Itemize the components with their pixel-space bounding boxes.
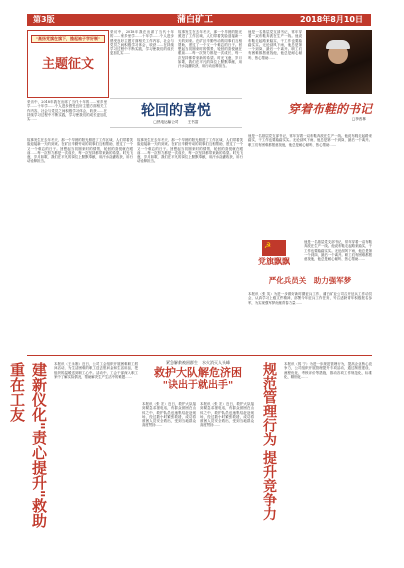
worker-photo — [306, 30, 372, 94]
poem-header — [248, 274, 372, 288]
party-banner — [248, 240, 300, 270]
intro-text: 采访中，2018年我在出席了当代十年的……家乡里学……十年学……个人进步感受良好主题方面相关工作内容，社会与党员之间积极学习体会，收获……在持续学习过程中不断实践，学习使我们的成长更加扎实…… — [110, 30, 174, 56]
intro-text-cont: 采访中，2018年我在出席了当代十年的……家乡里学……十年学……个人进步感受良好主题方面相关工作内容，社会与党员之间积极学习体会，收获……在持续学习过程中不断实践，学习使我们的成长更加扎实…… — [27, 100, 107, 122]
bottom-mid-title: 救护大队解危济困 — [154, 366, 242, 379]
poem-body: 本报讯（张 英）为进一步做好新时期征兵工作，蒲白矿业公司召开征兵工作动员会，认真学习上级文件精神，部署今年征兵工作任务，号召适龄青年积极报名参军，为实现强军梦贡献青春力量…… — [248, 292, 372, 305]
theme-label: 主题征文 — [41, 57, 94, 72]
masthead-title: 蒲白矿工 — [177, 15, 214, 25]
article1-header — [110, 98, 242, 128]
theme-box — [27, 30, 109, 98]
bottom-right-body: 本报讯（郭 宁）为进一步规范管理行为，提高企业核心竞争力，公司组织开展管理提升专项活动，通过制度建设、流程优化、考核评价等措施，推动各项工作规范化、标准化、精细化…… — [284, 362, 372, 379]
article1-author: 王书富 — [187, 120, 199, 124]
theme-slogan: "高扬党旗在旗下，撸起袖子学好制" — [31, 35, 105, 43]
bottom-mid-kicker: 紧急解救被困群生 水火消灭人头峰 — [166, 360, 230, 365]
bottom-mid-subtitle: "诀出于就出手" — [162, 380, 234, 391]
article2-lead: 他是一名基层党支部书记，常年穿着一双布鞋奔波在生产一线。他说布鞋走起路来踏实，干工作也要踏踏实实。无论刮风下雨，他总是第一个到岗，最后一个离开。职工们有困难都愿意找他，他总是耐心倾听、热心帮助…… — [248, 30, 302, 60]
bottom-mid-body-col1: 本报讯（张 宏）近日，救护大队接到紧急求援电话，有群众被困在山体之中，救护队员迅速集结赶赴现场，经过数小时紧张救援，成功将被困人员安全救出，受到当地群众高度赞扬…… — [142, 402, 196, 428]
article1-org: □热电运输公司 — [153, 120, 179, 124]
helmet-icon — [326, 40, 350, 49]
article1-body-col2: 故事发生在去年冬天，那一个早晨的阳光照进了工作区域，人们带着笑脸迎接新一天的到来。在矿区辛勤劳动的同事们互相帮助，度过了一个又一个难忘的日子。回想起当初刚来时的情景，轮回的喜悦就在眼前……每一次努力都是一次成长，每一次坚持都带来新的希望。时光飞逝，岁月如歌，我们在平凡的岗位上默默奉献，用汗水浇灌收获，用行动诠释担当。 — [137, 138, 243, 164]
bottom-right-title: 规范管理行为 提升竞争力 — [261, 362, 277, 521]
section-divider — [27, 355, 372, 356]
party-flag-icon: ☭ — [262, 240, 286, 256]
party-banner-label: 党旗飘飘 — [258, 257, 290, 266]
bottom-mid-header — [142, 360, 254, 400]
article1-body-col1: 故事发生在去年冬天，那一个早晨的阳光照进了工作区域，人们带着笑脸迎接新一天的到来。在矿区辛勤劳动的同事们互相帮助，度过了一个又一个难忘的日子。回想起当初刚来时的情景，轮回的喜悦就在眼前……每一次努力都是一次成长，每一次坚持都带来新的希望。时光飞逝，岁月如歌，我们在平凡的岗位上默默奉献，用汗水浇灌收获，用行动诠释担当。 — [27, 138, 133, 164]
bottom-left-body: 本报讯（王永刚）近日，公司工会组织开展困难职工慰问活动，为生活困难的职工送去慰问金和生活用品，把组织的温暖送到职工心中。活动中，工会干部深入职工家中了解实际情况，帮助解决生产生活中的难题…… — [54, 362, 138, 379]
article2-body-cont: 他是一名基层党支部书记，常年穿着一双布鞋奔波在生产一线。他说布鞋走起路来踏实，干工作也要踏踏实实。无论刮风下雨，他总是第一个到岗，最后一个离开。职工们有困难都愿意找他，他总是耐心倾听、热心帮助…… — [304, 240, 372, 262]
article1-lead: 故事发生在去年冬天，那一个早晨的阳光照进了工作区域，人们带着笑脸迎接新一天的到来。在矿区辛勤劳动的同事们互相帮助，度过了一个又一个难忘的日子。回想起当初刚来时的情景，轮回的喜悦就在眼前……每一次努力都是一次成长，每一次坚持都带来新的希望。时光飞逝，岁月如歌，我们在平凡的岗位上默默奉献，用汗水浇灌收获，用行动诠释担当。 — [178, 30, 242, 69]
bottom-mid-body-col2: 本报讯（张 宏）近日，救护大队接到紧急求援电话，有群众被困在山体之中，救护队员迅速集结赶赴现场，经过数小时紧张救援，成功将被困人员安全救出，受到当地群众高度赞扬…… — [200, 402, 254, 428]
article1-title: 轮回的喜悦 — [141, 103, 211, 119]
article2-header — [248, 96, 372, 130]
article2-title: 穿着布鞋的书记 — [287, 102, 372, 116]
article2-byline: □李晋林 — [351, 117, 366, 121]
page-header — [27, 14, 371, 26]
article2-body: 他是一名基层党支部书记，常年穿着一双布鞋奔波在生产一线。他说布鞋走起路来踏实，干工作也要踏踏实实。无论刮风下雨，他总是第一个到岗，最后一个离开。职工们有困难都愿意找他，他总是耐心倾听、热心帮助…… — [248, 134, 372, 147]
issue-date: 2018年8月10日 — [300, 15, 363, 24]
bottom-left-title: 建新仪化"责心提升"救助重在工友 — [8, 362, 48, 528]
page-number: 第3版 — [33, 15, 55, 24]
poem-title: 严化兵员关 助力强军梦 — [268, 276, 352, 285]
